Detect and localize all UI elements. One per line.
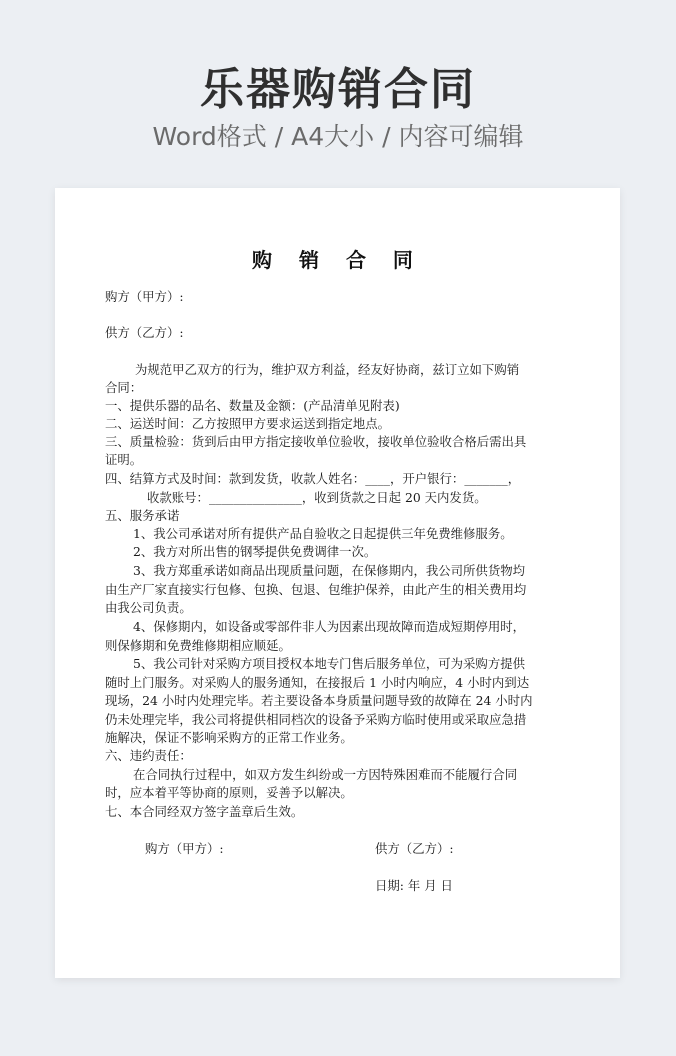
service-item-4-line-1: 4、保修期内，如设备或零部件非人为因素出现故障而造成短期停用时，: [133, 619, 525, 634]
clause-1: 一、提供乐器的品名、数量及金额：(产品清单见附表): [105, 398, 400, 413]
clause-7: 七、本合同经双方签字盖章后生效。: [105, 804, 304, 819]
service-item-3-line-3: 由我公司负责。: [105, 600, 192, 615]
clause-4-line-2: 收款账号：_______________，收到货款之日起 20 天内发货。: [147, 490, 487, 505]
seller-signature: 供方（乙方）:: [375, 841, 454, 856]
intro-line-1: 为规范甲乙双方的行为，维护双方利益，经友好协商，兹订立如下购销: [135, 362, 520, 377]
service-item-3-line-1: 3、我方郑重承诺如商品出现质量问题，在保修期内，我公司所供货物均: [133, 563, 525, 578]
buyer-signature: 购方（甲方）:: [145, 841, 224, 856]
document-page: [55, 188, 620, 978]
service-item-2: 2、我方对所出售的钢琴提供免费调律一次。: [133, 544, 377, 559]
service-item-1: 1、我公司承诺对所有提供产品自验收之日起提供三年免费维修服务。: [133, 526, 513, 541]
service-item-4-line-2: 则保修期和免费维修期相应顺延。: [105, 638, 291, 653]
banner-subtitle: Word格式 / A4大小 / 内容可编辑: [152, 122, 524, 151]
service-item-5-line-4: 仍未处理完毕，我公司将提供相同档次的设备予采购方临时使用或采取应急措: [105, 712, 527, 727]
clause-3-line-1: 三、质量检验：货到后由甲方指定接收单位验收，接收单位验收合格后需出具: [105, 434, 527, 449]
service-item-5-line-1: 5、我公司针对采购方项目授权本地专门售后服务单位，可为采购方提供: [133, 656, 525, 671]
clause-2: 二、运送时间：乙方按照甲方要求运送到指定地点。: [105, 416, 390, 431]
service-item-5-line-3: 现场，24 小时内处理完毕。若主要设备本身质量问题导致的故障在 24 小时内: [105, 693, 533, 708]
intro-line-2: 合同：: [105, 380, 143, 395]
clause-6-heading: 六、违约责任：: [105, 748, 192, 763]
banner-title: 乐器购销合同: [200, 64, 476, 115]
buyer-party-line: 购方（甲方）:: [105, 289, 184, 304]
clause-4-line-1: 四、结算方式及时间：款到发货，收款人姓名：____，开户银行：_______，: [105, 471, 521, 486]
service-item-5-line-2: 随时上门服务。对采购人的服务通知，在接报后 1 小时内响应，4 小时内到达: [105, 675, 530, 690]
clause-6-line-1: 在合同执行过程中，如双方发生纠纷或一方因特殊困难而不能履行合同: [133, 767, 518, 782]
document-title: 购 销 合 同: [252, 248, 423, 272]
service-item-5-line-5: 施解决，保证不影响采购方的正常工作业务。: [105, 730, 353, 745]
service-item-3-line-2: 由生产厂家直接实行包修、包换、包退、包维护保养，由此产生的相关费用均: [105, 582, 527, 597]
clause-3-line-2: 证明。: [105, 452, 143, 467]
seller-party-line: 供方（乙方）:: [105, 325, 184, 340]
clause-6-line-2: 时，应本着平等协商的原则，妥善予以解决。: [105, 785, 353, 800]
signature-date: 日期: 年 月 日: [375, 878, 453, 893]
clause-5-heading: 五、服务承诺: [105, 508, 180, 523]
